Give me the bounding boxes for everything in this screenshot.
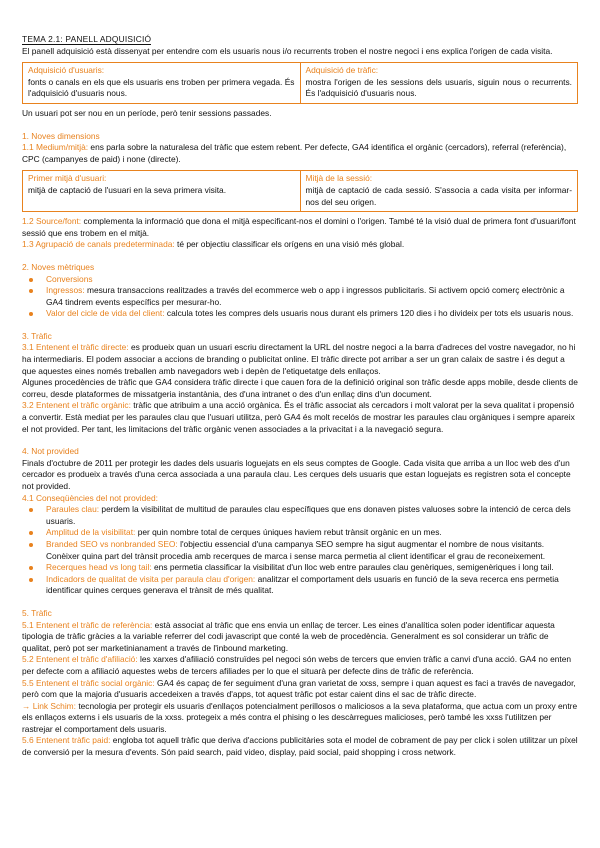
- term-label: Paraules clau:: [46, 504, 100, 515]
- box-note: Un usuari pot ser nou en un període, però tenir sessions passades.: [22, 107, 272, 118]
- box-cell-user-acquisition: [23, 63, 300, 103]
- medium-definition-box: [22, 170, 578, 212]
- term-label: Recerques head vs long tail:: [46, 562, 152, 573]
- section-heading-dimensions: 1. Noves dimensions: [22, 130, 100, 141]
- metrics-list: [22, 274, 578, 320]
- list-item: [22, 274, 578, 286]
- consequences-list: [22, 504, 578, 597]
- term-text: està associat al tràfic que ens envia un enllaç de tercer. Les eines d'analítica solen poder identificar aquesta tipologia de tràfic gràcies a la variable referrer del codi javascript que conté la web de procedència. Generalment es sol considerar un tràfic de qualitat, però pot ser marketinianament a través de l'inbound marketing.: [22, 619, 555, 653]
- paragraph-referral-traffic: [22, 620, 578, 655]
- box-cell-first-user-medium: [23, 171, 300, 211]
- paragraph-paid-traffic: [22, 735, 578, 758]
- term-text: GA4 és capaç de fer seguiment d'una gran varietat de xxss, sempre i quan aquest es faci a través de navegador, però com que la majoria d'usuaris accedeixen a través d'apps, tot aquest tràfic pot estar caient dins el sac de tràfic directe.: [22, 677, 576, 700]
- list-item: [22, 285, 578, 308]
- paragraph-organic-traffic: [22, 400, 578, 435]
- term-text: tecnologia per protegir els usuaris d'enllaços potencialment perillosos o maliciosos a la seva plataforma, que actua com un proxy entre els enllaços externs i els usuaris de la xxss. protegeix a més contra el phising o les descàrregues malicioses, però també les xxss l'utilitzen per rastrejar el comportament dels usuaris.: [22, 700, 578, 734]
- term-label: 1.1 Medium/mitjà:: [22, 142, 89, 153]
- term-text: complementa la informació que dona el mitjà especificant-nos el domini o l'origen. També té la visió dual de primera font d'usuari/font sessió que ens trobem en el mitjà.: [22, 216, 576, 238]
- term-label: Amplitud de la visibilitat:: [46, 527, 136, 538]
- acquisition-definition-box: [22, 62, 578, 104]
- term-label: 1.3 Agrupació de canals predeterminada:: [22, 239, 175, 250]
- term-label: 5.2 Entenent el tràfic d'afiliació:: [22, 654, 138, 665]
- term-label: 5.1 Entenent el tràfic de referència:: [22, 619, 153, 630]
- section-heading-traffic-2: 5. Tràfic: [22, 607, 52, 618]
- section-heading-metrics: 2. Noves mètriques: [22, 261, 95, 272]
- box-cell-text: mitjà de captació de l'usuari en la seva primera visita.: [28, 184, 227, 195]
- term-text: mesura transaccions realitzades a través del ecommerce web o app i ingressos publicitaris. Si activem opció comerç electrònic a GA4 tindrem events específics per mesurar-ho.: [46, 285, 565, 307]
- term-text: engloba tot aquell tràfic que deriva d'accions publicitàries sota el model de cobrament de pay per click i solen utilitzar un píxel de conversió per la mesura d'events. Són paid search, paid video, display, paid social, paid shopping i cross network.: [22, 735, 578, 758]
- term-label: Branded SEO vs nonbranded SEO:: [46, 538, 178, 549]
- term-label: Valor del cicle de vida del client:: [46, 308, 165, 319]
- term-text: perdem la visibilitat de multitud de paraules clau específiques que ens donaven pistes valuoses sobre la intenció de cerca dels usuaris.: [46, 504, 571, 526]
- term-label: Ingressos:: [46, 285, 85, 296]
- box-cell-text: mitjà de captació de cada sessió. S'associa a cada visita per informar-nos del seu origen.: [305, 184, 572, 207]
- box-cell-session-medium: [300, 171, 578, 211]
- section-heading-not-provided: 4. Not provided: [22, 446, 79, 457]
- box-cell-title: Adquisició d'usuaris:: [28, 65, 105, 76]
- list-item: [22, 308, 578, 320]
- term-label: 3.1 Entenent el tràfic directe:: [22, 342, 129, 353]
- term-label: 5.6 Entenent tràfic paid:: [22, 735, 111, 746]
- paragraph-social-traffic: [22, 678, 578, 701]
- box-cell-title: Adquisició de tràfic:: [305, 65, 379, 76]
- paragraph-channel-grouping: [22, 239, 578, 251]
- page-title: TEMA 2.1: PANELL ADQUISICIÓ: [22, 34, 152, 44]
- term-label: 1.2 Source/font:: [22, 216, 82, 227]
- list-item: [22, 574, 578, 597]
- term-label: 3.2 Entenent el tràfic orgànic:: [22, 400, 131, 411]
- term-text: calcula totes les compres dels usuaris nous durant els primers 120 dies i ho divideix per tots els usuaris nous.: [164, 308, 574, 319]
- paragraph-direct-traffic-sources: Algunes procedències de tràfic que GA4 considera tràfic directe i que cauen fora de la definició original son tràfic desde apps mobile, desde clients de correu, desde plataformes de missatgeria instantània, des d'una intranet o des d'un enllaç dins d'un document.: [22, 377, 578, 399]
- box-cell-traffic-acquisition: [300, 63, 578, 103]
- term-label: 5.5 Entenent el tràfic social orgànic:: [22, 677, 155, 688]
- section-heading-traffic: 3. Tràfic: [22, 330, 52, 341]
- paragraph-link-shim: [22, 701, 578, 736]
- list-item: [22, 504, 578, 527]
- term-text: per quin nombre total de cerques úniques haviem rebut trànsit orgànic en un mes.: [135, 527, 442, 538]
- box-cell-text: mostra l'origen de les sessions dels usuaris, siguin nous o recurrents. És l'adquisició d'usuaris nous.: [305, 76, 572, 99]
- paragraph-not-provided: Finals d'octubre de 2011 per protegir les dades dels usuaris loguejats en els seus comptes de Google. Cada visita que arriba a un lloc web des d'un cercador es produeix a través d'una cerca associada a una paraula clau. Les cerques dels usuaris que estan loguejats es registren sota el concepte not provided.: [22, 457, 571, 491]
- term-text: es produeix quan un usuari escriu directament la URL del nostre negoci a la barra d'adreces del vostre navegador, no hi ha intermediaris. El podem associar a accions de branding o publicitat online. El tràfic directe pot arribar a ser un gran calaix de sastre i és degut a que aquestes eines només treballen amb navegadors web i depèn de l'etiquetatge dels enllaços.: [22, 342, 576, 376]
- box-cell-title: Mitjà de la sessió:: [305, 173, 373, 184]
- sub-heading-consequences: 4.1 Conseqüències del not provided:: [22, 492, 158, 503]
- term-text: té per objectiu classificar els orígens en una visió més global.: [174, 239, 405, 250]
- paragraph-affiliate-traffic: [22, 654, 578, 677]
- intro-paragraph: El panell adquisició està dissenyat per entendre com els usuaris nous i/o recurrents troben el nostre negoci i ens explica l'origen de cada visita.: [22, 45, 553, 56]
- term-text: ens parla sobre la naturalesa del tràfic que estem rebent. Per defecte, GA4 identifica el orgànic (cercadors), referral (referència), CPC (campanyes de paid) i none (directe).: [22, 142, 567, 164]
- list-item: [22, 539, 578, 562]
- paragraph-direct-traffic: [22, 342, 578, 377]
- term-label: → Link Schim:: [22, 700, 76, 711]
- term-text: tràfic que atribuim a una acció orgànica. És el tràfic associat als cercadors i molt valorat per la seva qualitat i propensió a convertir. Està mediat per les paraules clau que l'usuari utilitza, però GA4 és molt recelós de mostrar les paraules clau orgàniques i sempre apareix el not provided. Per tant, les limitacions del tràfic orgànic venen associades a la privacitat i a la navegació segura.: [22, 400, 575, 434]
- term-text: analitzar el comportament dels usuaris en funció de la seva recerca ens permetia identificar quines cerques generava el trànsit de més qualitat.: [46, 573, 559, 596]
- term-text: ens permetia classificar la visibilitat d'un lloc web entre paraules clau genèriques, semigenèriques i long tail.: [151, 562, 554, 573]
- list-item: [22, 527, 578, 539]
- term-label: Indicadors de qualitat de visita per paraula clau d'origen:: [46, 573, 256, 584]
- box-cell-title: Primer mitjà d'usuari:: [28, 173, 107, 184]
- paragraph-medium: [22, 142, 578, 165]
- list-item: [22, 562, 578, 574]
- box-cell-text: fonts o canals en els que els usuaris ens troben per primera vegada. És l'adquisició d'usuaris nous.: [28, 76, 295, 99]
- term-text: l'objectiu essencial d'una campanya SEO sempre ha sigut augmentar el nombre de nous visitants. Conèixer quina part del trànsit procedia amb recerques de marca i sense marca permetia al client identificar el grau de reconeixement.: [46, 538, 546, 561]
- term-text: les xarxes d'afiliació construïdes pel negoci són webs de tercers que envien tràfic a canvi d'una acció. GA4 no enten per defecte com a afiliació aquestes webs de tercers afiliades per lo que el situarà per defecte dins de tràfic de referència.: [22, 654, 572, 676]
- term-label: Conversions: [46, 273, 93, 284]
- paragraph-source: [22, 216, 578, 239]
